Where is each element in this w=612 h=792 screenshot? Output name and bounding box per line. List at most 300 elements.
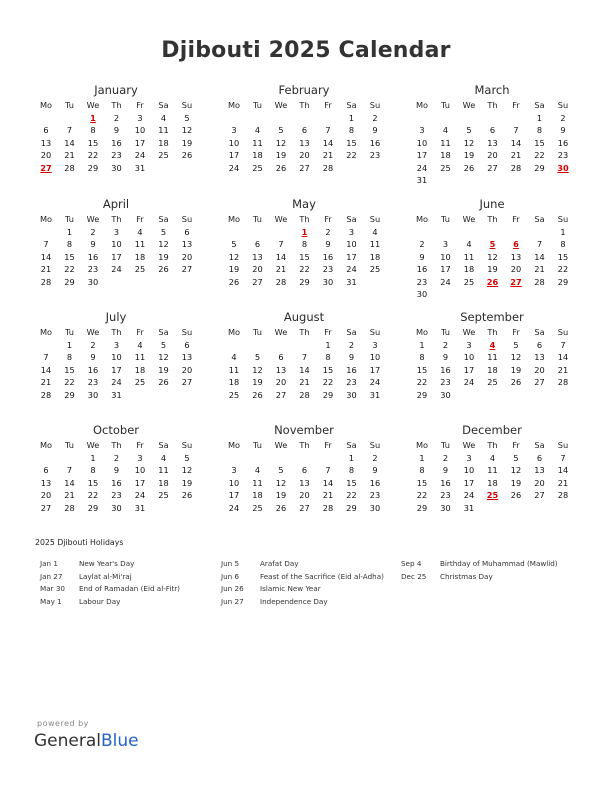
weekday-header: Th (299, 100, 310, 110)
day-cell: 23 (87, 264, 99, 275)
day-cell: 11 (463, 251, 475, 262)
holiday-row (40, 596, 180, 609)
day-cell: 12 (510, 465, 522, 476)
day-cell: 9 (90, 352, 96, 363)
month-name: July (105, 310, 127, 324)
day-cell: 15 (557, 251, 569, 262)
holiday-name: Birthday of Muhammad (Mawlid) (440, 559, 558, 568)
weekday-header: Sa (158, 214, 169, 224)
day-cell: 27 (534, 490, 545, 501)
day-cell: 15 (299, 251, 310, 262)
day-cell: 13 (181, 352, 193, 363)
day-cell: 17 (440, 264, 451, 275)
day-cell: 3 (372, 340, 378, 350)
day-cell: 22 (416, 377, 428, 388)
holiday-day-cell: 6 (513, 239, 519, 250)
day-cell: 27 (275, 389, 287, 400)
day-cell: 28 (557, 490, 569, 501)
day-cell: 9 (90, 239, 96, 250)
day-cell: 26 (158, 264, 169, 275)
day-cell: 23 (557, 150, 569, 161)
weekday-header: Tu (65, 214, 74, 224)
weekday-header: Th (487, 100, 498, 110)
day-cell: 15 (416, 477, 428, 488)
day-cell: 19 (158, 251, 169, 262)
day-cell: 12 (510, 352, 522, 363)
day-cell: 15 (322, 364, 334, 375)
holiday-date: Jun 6 (221, 571, 240, 581)
day-cell: 8 (325, 352, 331, 363)
day-cell: 19 (510, 477, 522, 488)
day-cell: 17 (228, 150, 240, 161)
day-cell: 13 (299, 477, 310, 488)
day-cell: 26 (181, 490, 193, 501)
holiday-day-cell: 26 (486, 276, 499, 287)
day-cell: 13 (275, 364, 287, 375)
day-cell: 10 (134, 465, 146, 476)
weekday-header: Tu (253, 214, 262, 224)
day-cell: 17 (463, 477, 475, 488)
day-cell: 25 (369, 264, 381, 275)
day-cell: 28 (40, 389, 52, 400)
month-name: November (274, 423, 334, 437)
day-cell: 14 (510, 137, 522, 148)
day-cell: 2 (113, 453, 120, 463)
month-2 (410, 83, 574, 185)
month-name: January (94, 83, 138, 97)
day-cell: 4 (372, 227, 378, 237)
day-cell: 2 (442, 340, 449, 350)
day-cell: 25 (463, 276, 475, 287)
day-cell: 10 (463, 465, 475, 476)
weekday-header: Sa (346, 440, 357, 450)
day-cell: 7 (66, 465, 73, 476)
day-cell: 14 (322, 137, 334, 148)
day-cell: 4 (160, 113, 167, 123)
day-cell: 10 (440, 251, 451, 262)
holiday-date: Jun 5 (221, 559, 240, 568)
weekday-header: We (462, 214, 476, 224)
weekday-header: Su (181, 327, 193, 337)
month-10 (222, 423, 386, 513)
weekday-header: We (86, 214, 100, 224)
weekday-header: Sa (346, 100, 357, 110)
holiday-day-cell: 1 (301, 227, 308, 237)
day-cell: 14 (275, 251, 287, 262)
holiday-row (40, 558, 180, 571)
day-cell: 12 (181, 465, 193, 476)
weekday-header: We (86, 440, 100, 450)
day-cell: 23 (87, 377, 99, 388)
brand-logo[interactable] (34, 731, 139, 751)
day-cell: 15 (534, 137, 545, 148)
day-cell: 11 (228, 364, 240, 375)
day-cell: 9 (372, 125, 378, 136)
day-cell: 9 (560, 125, 566, 136)
holiday-name: Arafat Day (260, 559, 299, 568)
day-cell: 28 (322, 502, 334, 513)
day-cell: 22 (346, 150, 357, 161)
day-cell: 16 (111, 137, 122, 148)
day-cell: 1 (536, 113, 543, 123)
holiday-date: Sep 4 (401, 559, 422, 568)
weekday-header: Mo (415, 440, 429, 450)
weekday-header: Th (111, 214, 122, 224)
day-cell: 30 (111, 162, 122, 173)
day-cell: 13 (534, 352, 545, 363)
day-cell: 30 (346, 389, 357, 400)
day-cell: 7 (513, 125, 519, 136)
weekday-header: Mo (39, 214, 53, 224)
day-cell: 22 (534, 150, 545, 161)
day-cell: 1 (419, 340, 425, 350)
day-cell: 8 (90, 465, 96, 476)
day-cell: 13 (487, 137, 498, 148)
day-cell: 29 (557, 276, 569, 287)
day-cell: 9 (113, 465, 120, 476)
day-cell: 12 (487, 251, 498, 262)
day-cell: 26 (228, 276, 240, 287)
day-cell: 17 (463, 364, 475, 375)
day-cell: 29 (416, 389, 428, 400)
holiday-column (40, 558, 180, 608)
day-cell: 25 (158, 150, 169, 161)
day-cell: 5 (231, 239, 237, 250)
day-cell: 16 (346, 364, 357, 375)
month-11 (410, 423, 574, 513)
powered-by-label: powered by (37, 719, 89, 728)
day-cell: 29 (87, 162, 99, 173)
day-cell: 16 (87, 251, 99, 262)
weekday-header: Fr (324, 100, 332, 110)
day-cell: 13 (252, 251, 263, 262)
holiday-date: Jun 27 (221, 596, 244, 606)
day-cell: 15 (64, 251, 75, 262)
day-cell: 2 (325, 227, 331, 237)
day-cell: 4 (442, 125, 449, 136)
day-cell: 27 (181, 264, 193, 275)
day-cell: 19 (252, 377, 263, 388)
weekday-header: Fr (136, 440, 144, 450)
day-cell: 22 (416, 490, 428, 501)
day-cell: 25 (134, 264, 146, 275)
day-cell: 11 (134, 239, 146, 250)
holiday-name: Feast of the Sacrifice (Eid al-Adha) (260, 571, 384, 581)
day-cell: 4 (137, 227, 143, 237)
month-4 (222, 197, 386, 287)
day-cell: 11 (252, 477, 263, 488)
day-cell: 26 (181, 150, 193, 161)
day-cell: 9 (113, 125, 120, 136)
day-cell: 21 (275, 264, 287, 275)
day-cell: 24 (463, 490, 475, 501)
weekday-header: Tu (441, 100, 450, 110)
day-cell: 9 (372, 465, 378, 476)
weekday-header: Su (557, 214, 569, 224)
day-cell: 27 (534, 377, 545, 388)
weekday-header: Mo (227, 327, 241, 337)
day-cell: 4 (231, 352, 237, 363)
day-cell: 2 (372, 113, 378, 123)
day-cell: 18 (252, 490, 263, 501)
day-cell: 5 (513, 340, 519, 350)
day-cell: 8 (348, 125, 355, 136)
day-cell: 3 (113, 340, 120, 350)
day-cell: 3 (113, 227, 120, 237)
day-cell: 2 (372, 453, 378, 463)
day-cell: 13 (40, 477, 52, 488)
day-cell: 30 (111, 502, 122, 513)
day-cell: 18 (228, 377, 240, 388)
weekday-header: Mo (39, 440, 53, 450)
day-cell: 6 (536, 453, 543, 463)
weekday-header: Mo (39, 327, 53, 337)
month-8 (410, 310, 574, 400)
day-cell: 30 (440, 502, 451, 513)
day-cell: 8 (90, 125, 96, 136)
holiday-date: May 1 (40, 596, 62, 606)
day-cell: 21 (40, 377, 52, 388)
month-name: May (292, 197, 316, 211)
day-cell: 23 (440, 377, 451, 388)
day-cell: 17 (369, 364, 381, 375)
day-cell: 24 (416, 162, 428, 173)
holiday-date: Jan 27 (40, 571, 63, 581)
weekday-header: Fr (324, 440, 332, 450)
day-cell: 20 (181, 364, 193, 375)
day-cell: 21 (510, 150, 522, 161)
holiday-day-cell: 27 (510, 276, 522, 287)
day-cell: 14 (557, 352, 569, 363)
day-cell: 27 (299, 502, 310, 513)
day-cell: 10 (111, 352, 122, 363)
day-cell: 31 (111, 389, 122, 400)
day-cell: 29 (299, 276, 310, 287)
holiday-day-cell: 27 (40, 162, 52, 173)
month-9 (34, 423, 198, 513)
day-cell: 18 (158, 137, 169, 148)
holiday-row (221, 571, 384, 584)
day-cell: 30 (87, 276, 99, 287)
day-cell: 7 (43, 239, 49, 250)
day-cell: 22 (87, 150, 99, 161)
day-cell: 6 (301, 125, 308, 136)
day-cell: 3 (419, 125, 425, 136)
day-cell: 15 (346, 137, 357, 148)
day-cell: 18 (158, 477, 169, 488)
day-cell: 21 (557, 477, 569, 488)
weekday-header: Tu (441, 440, 450, 450)
day-cell: 22 (87, 490, 99, 501)
weekday-header: Th (299, 440, 310, 450)
day-cell: 19 (275, 490, 287, 501)
day-cell: 14 (64, 477, 75, 488)
weekday-header: Fr (512, 327, 520, 337)
month-name: April (102, 197, 130, 211)
day-cell: 21 (322, 490, 334, 501)
day-cell: 21 (64, 150, 75, 161)
weekday-header: Th (487, 327, 498, 337)
day-cell: 16 (369, 137, 381, 148)
holiday-day-cell: 5 (489, 239, 496, 250)
weekday-header: Tu (253, 327, 262, 337)
day-cell: 10 (228, 137, 240, 148)
day-cell: 21 (534, 264, 545, 275)
day-cell: 14 (299, 364, 310, 375)
day-cell: 25 (252, 162, 263, 173)
day-cell: 17 (111, 251, 122, 262)
day-cell: 17 (134, 477, 146, 488)
day-cell: 12 (228, 251, 240, 262)
holiday-date: Jun 26 (221, 584, 244, 593)
day-cell: 25 (440, 162, 451, 173)
day-cell: 27 (299, 162, 310, 173)
day-cell: 17 (111, 364, 122, 375)
day-cell: 7 (301, 352, 308, 363)
weekday-header: We (86, 327, 100, 337)
day-cell: 6 (43, 125, 49, 136)
day-cell: 8 (419, 352, 425, 363)
day-cell: 2 (348, 340, 355, 350)
weekday-header: Mo (227, 440, 241, 450)
day-cell: 27 (252, 276, 263, 287)
day-cell: 16 (369, 477, 381, 488)
day-cell: 3 (466, 453, 472, 463)
day-cell: 6 (536, 340, 543, 350)
day-cell: 26 (252, 389, 263, 400)
day-cell: 24 (111, 264, 122, 275)
day-cell: 29 (416, 502, 428, 513)
day-cell: 28 (322, 162, 334, 173)
day-cell: 3 (466, 340, 472, 350)
day-cell: 4 (466, 239, 472, 250)
day-cell: 28 (299, 389, 310, 400)
day-cell: 29 (64, 389, 75, 400)
day-cell: 16 (416, 264, 428, 275)
day-cell: 21 (299, 377, 310, 388)
month-name: March (474, 83, 510, 97)
day-cell: 12 (275, 477, 287, 488)
day-cell: 21 (40, 264, 52, 275)
day-cell: 13 (534, 465, 545, 476)
weekday-header: We (274, 214, 288, 224)
weekday-header: Su (369, 327, 381, 337)
holiday-date: Jan 1 (40, 559, 58, 568)
day-cell: 24 (369, 377, 381, 388)
weekday-header: Mo (39, 100, 53, 110)
day-cell: 30 (369, 502, 381, 513)
day-cell: 7 (278, 239, 284, 250)
weekday-header: Th (111, 327, 122, 337)
day-cell: 23 (322, 264, 334, 275)
day-cell: 11 (252, 137, 263, 148)
day-cell: 25 (487, 377, 498, 388)
day-cell: 6 (184, 340, 190, 350)
day-cell: 14 (534, 251, 545, 262)
day-cell: 12 (463, 137, 475, 148)
day-cell: 10 (416, 137, 428, 148)
weekday-header: Su (369, 214, 381, 224)
day-cell: 26 (510, 377, 522, 388)
day-cell: 21 (322, 150, 334, 161)
day-cell: 18 (463, 264, 475, 275)
day-cell: 26 (275, 162, 287, 173)
day-cell: 31 (134, 502, 146, 513)
day-cell: 27 (181, 377, 193, 388)
day-cell: 14 (557, 465, 569, 476)
day-cell: 22 (64, 377, 75, 388)
day-cell: 20 (181, 251, 193, 262)
day-cell: 20 (252, 264, 263, 275)
weekday-header: Sa (534, 100, 545, 110)
weekday-header: Sa (158, 327, 169, 337)
holiday-name: End of Ramadan (Eid al-Fitr) (79, 584, 180, 593)
weekday-header: Tu (441, 327, 450, 337)
weekday-header: Sa (534, 214, 545, 224)
day-cell: 28 (40, 276, 52, 287)
day-cell: 28 (64, 502, 75, 513)
month-name: October (92, 423, 140, 437)
weekday-header: Fr (324, 327, 332, 337)
day-cell: 31 (346, 276, 357, 287)
weekday-header: We (86, 100, 100, 110)
brand-general: General (34, 731, 101, 751)
day-cell: 8 (301, 239, 308, 250)
weekday-header: Tu (65, 100, 74, 110)
day-cell: 23 (111, 150, 122, 161)
weekday-header: Sa (346, 214, 357, 224)
day-cell: 16 (440, 477, 451, 488)
day-cell: 10 (369, 352, 381, 363)
weekday-header: Su (557, 100, 569, 110)
holiday-day-cell: 1 (90, 113, 96, 123)
day-cell: 24 (134, 490, 146, 501)
day-cell: 5 (160, 340, 167, 350)
holiday-row (221, 596, 384, 609)
weekday-header: Fr (136, 214, 144, 224)
day-cell: 7 (66, 125, 73, 136)
day-cell: 8 (536, 125, 543, 136)
day-cell: 13 (181, 239, 193, 250)
weekday-header: Fr (136, 327, 144, 337)
holiday-row (401, 571, 558, 584)
day-cell: 31 (369, 389, 381, 400)
day-cell: 18 (440, 150, 451, 161)
day-cell: 3 (348, 227, 355, 237)
weekday-header: Sa (534, 440, 545, 450)
day-cell: 8 (66, 352, 73, 363)
day-cell: 10 (463, 352, 475, 363)
month-name: August (283, 310, 325, 324)
day-cell: 12 (158, 239, 169, 250)
day-cell: 22 (64, 264, 75, 275)
day-cell: 31 (134, 162, 146, 173)
day-cell: 23 (346, 377, 357, 388)
day-cell: 7 (325, 465, 331, 476)
day-cell: 12 (252, 364, 263, 375)
day-cell: 19 (181, 137, 193, 148)
day-cell: 9 (419, 251, 425, 262)
day-cell: 19 (463, 150, 475, 161)
day-cell: 6 (254, 239, 261, 250)
weekday-header: Tu (441, 214, 450, 224)
day-cell: 19 (487, 264, 498, 275)
day-cell: 14 (40, 364, 52, 375)
day-cell: 31 (463, 502, 475, 513)
weekday-header: Su (181, 214, 193, 224)
holiday-row (401, 558, 558, 571)
day-cell: 1 (348, 453, 355, 463)
